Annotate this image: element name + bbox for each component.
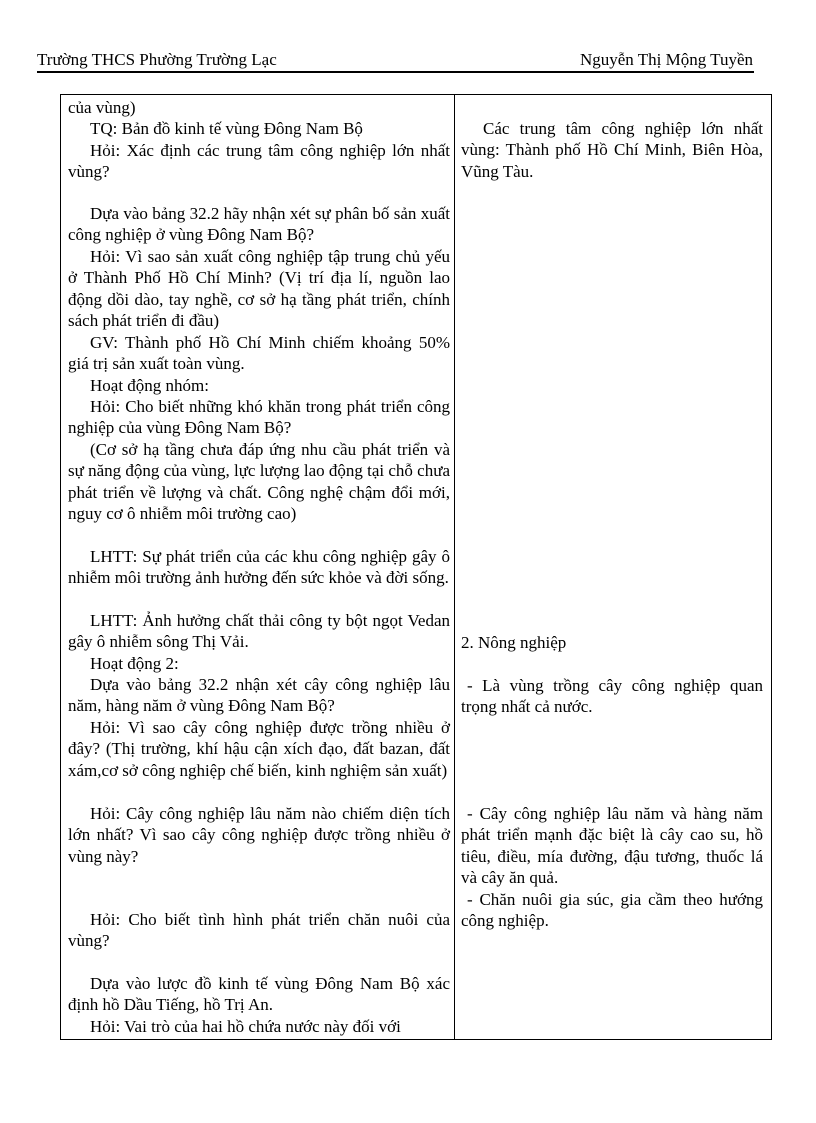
left-paragraph: Dựa vào lược đồ kinh tế vùng Đông Nam Bộ xác định hồ Dầu Tiếng, hồ Trị An.	[68, 974, 455, 1015]
author-name: Nguyễn Thị Mộng Tuyền	[579, 50, 753, 69]
lesson-table	[60, 94, 772, 1040]
left-paragraph: Hỏi: Vai trò của hai hồ chứa nước này đối với	[90, 1017, 401, 1036]
left-paragraph: Hỏi: Vì sao cây công nghiệp được trồng nhiều ở đây? (Thị trường, khí hậu cận xích đạo, đất bazan, đất xám,cơ sở công nghiệp chế biến, kinh nghiệm sản xuất)	[68, 718, 455, 780]
left-paragraph: Hoạt động 2:	[90, 654, 179, 673]
left-paragraph: Dựa vào bảng 32.2 hãy nhận xét sự phân bố sản xuất công nghiệp ở vùng Đông Nam Bộ?	[68, 204, 455, 245]
left-paragraph: Hỏi: Cho biết tình hình phát triển chăn nuôi của vùng?	[68, 910, 455, 951]
page-header	[37, 48, 753, 72]
left-paragraph: (Cơ sở hạ tầng chưa đáp ứng nhu cầu phát triển và sự năng động của vùng, lực lượng lao động tại chỗ chưa phát triển về lượng và chất. Công nghệ chậm đổi mới, nguy cơ ô nhiễm môi trường cao)	[68, 440, 455, 523]
section-heading: 2. Nông nghiệp	[461, 633, 567, 652]
left-paragraph: LHTT: Ảnh hưởng chất thải công ty bột ngọt Vedan gây ô nhiễm sông Thị Vải.	[68, 611, 455, 652]
left-paragraph: Dựa vào bảng 32.2 nhận xét cây công nghiệp lâu năm, hàng năm ở vùng Đông Nam Bộ?	[68, 675, 455, 716]
right-paragraph: Các trung tâm công nghiệp lớn nhất vùng: Thành phố Hồ Chí Minh, Biên Hòa, Vũng Tàu.	[461, 119, 768, 181]
left-paragraph: Hoạt động nhóm:	[90, 376, 209, 395]
left-paragraph: LHTT: Sự phát triển của các khu công nghiệp gây ô nhiễm môi trường ảnh hưởng đến sức khỏe và đời sống.	[68, 547, 455, 588]
right-paragraph: - Chăn nuôi gia súc, gia cầm theo hướng công nghiệp.	[461, 890, 768, 931]
left-paragraph: Hỏi: Cây công nghiệp lâu năm nào chiếm diện tích lớn nhất? Vì sao cây công nghiệp được trồng nhiều ở vùng này?	[68, 804, 455, 866]
school-name: Trường THCS Phường Trường Lạc	[37, 50, 277, 69]
left-paragraph: của vùng)	[68, 98, 136, 117]
right-paragraph: - Là vùng trồng cây công nghiệp quan trọng nhất cả nước.	[461, 676, 768, 717]
left-paragraph: TQ: Bản đồ kinh tế vùng Đông Nam Bộ	[90, 119, 363, 138]
right-paragraph: - Cây công nghiệp lâu năm và hàng năm phát triển mạnh đặc biệt là cây cao su, hồ tiêu, điều, mía đường, đậu tương, thuốc lá và cây ăn quả.	[461, 804, 768, 887]
header-rule	[37, 71, 754, 73]
left-paragraph: Hỏi: Cho biết những khó khăn trong phát triển công nghiệp của vùng Đông Nam Bộ?	[68, 397, 455, 438]
column-divider	[454, 95, 455, 1039]
left-paragraph: GV: Thành phố Hồ Chí Minh chiếm khoảng 50% giá trị sản xuất toàn vùng.	[68, 333, 455, 374]
left-paragraph: Hỏi: Vì sao sản xuất công nghiệp tập trung chủ yếu ở Thành Phố Hồ Chí Minh? (Vị trí địa lí, nguồn lao động dồi dào, tay nghề, cơ sở hạ tầng phát triển, chính sách phát triển đi đầu)	[68, 247, 455, 330]
left-paragraph: Hỏi: Xác định các trung tâm công nghiệp lớn nhất vùng?	[68, 141, 455, 182]
